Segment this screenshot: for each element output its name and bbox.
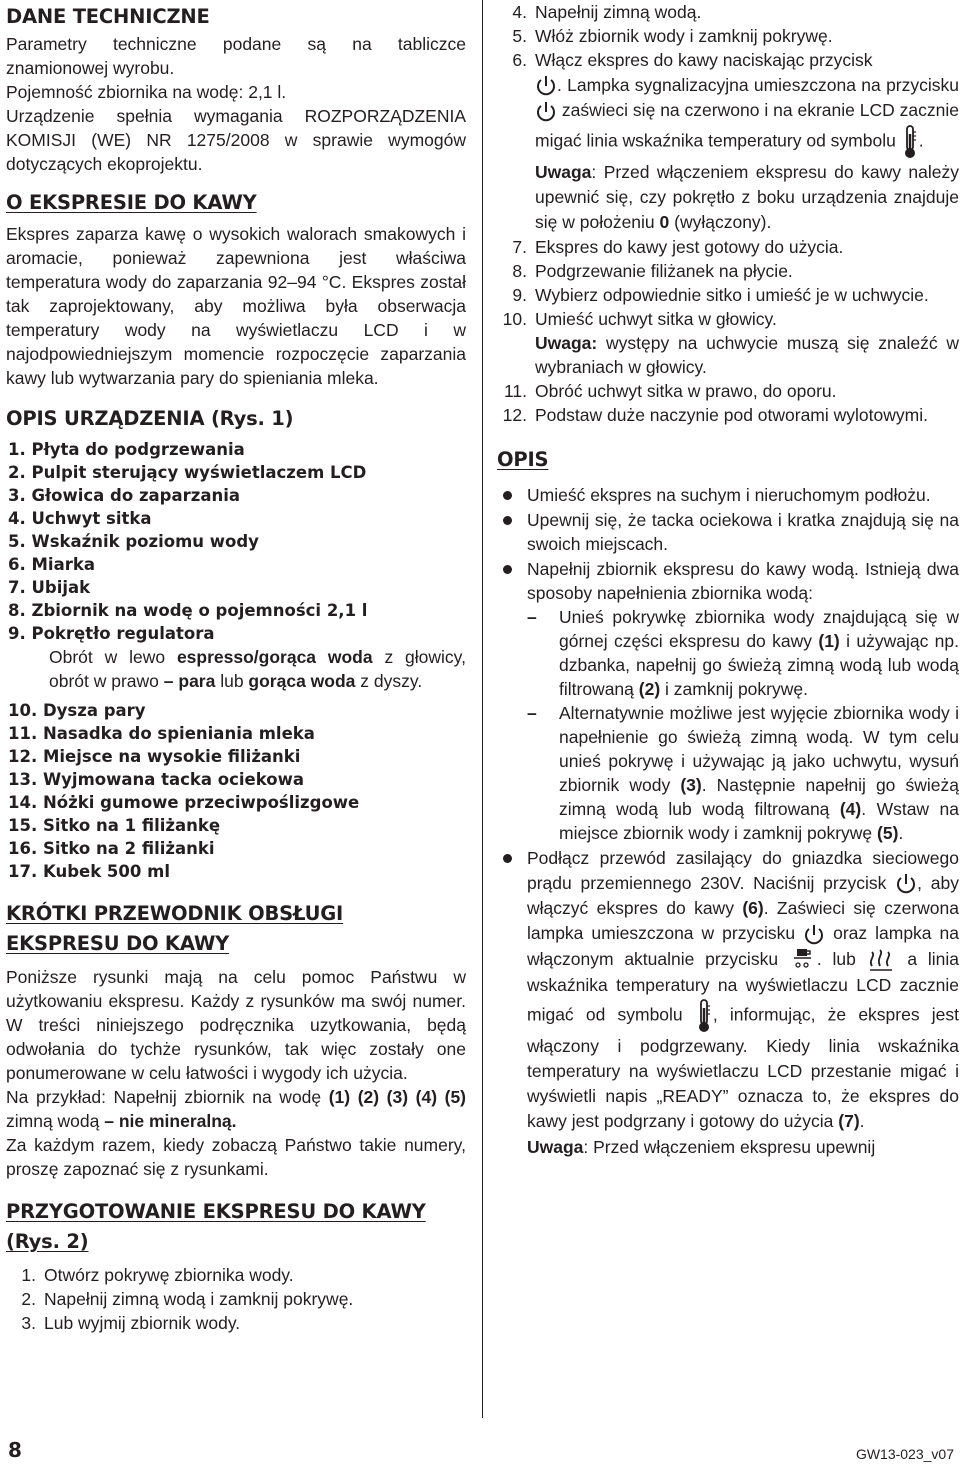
power-icon [535,100,557,124]
guide-heading-1: KRÓTKI PRZEWODNIK OBSŁUGI [6,902,344,925]
opis-note: Uwaga: Przed włączeniem ekspresu upewnij [527,1136,876,1157]
right-column [497,0,959,1159]
power-icon [535,74,557,98]
list-item: 1. Płyta do podgrzewania [8,440,245,459]
power-icon [895,872,917,896]
list-item: 10. Dysza pary [8,701,146,720]
about-heading: O EKSPRESIE DO KAWY [6,191,257,214]
guide-p2: Na przykład: Napełnij zbiornik na wodę (1) (2) (3) (4) (5) zimną wodą – nie mineralną. [6,1087,467,1131]
thermometer-icon [695,998,713,1034]
parts-heading: OPIS URZĄDZENIA (Rys. 1) [6,407,294,430]
list-item: 16. Sitko na 2 filiżanki [8,839,215,858]
list-item: Napełnij zbiornik ekspresu do kawy wodą. Istnieją dwa sposoby napełnienia zbiornika wodą: – Unieś pokrywkę zbiornika wody znajdującą się w górnej części ekspresu do kawy (1) i używając np. dzbanka, napełnij go świeżą zimną wodą lub wodą filtrowaną (2) i zamknij pokrywę. – Alternatywnie możliwe jest wyjęcie zbiornika wody i napełnienie go świeżą zimną wodą. W tym celu unieś pokrywę i używając ją jako uchwytu, wysuń zbiornik wody (3). Następnie napełnij go świeżą zimną wodą lub wodą filtrowaną (4). Wstaw na miejsce zbiornik wody i zamknij pokrywę (5). [497,557,959,845]
prep-heading-1: PRZYGOTOWANIE EKSPRESU DO KAWY [6,1200,426,1223]
list-item: 3. Lub wyjmij zbiornik wody. [21,1313,241,1333]
power-icon [803,923,825,947]
tech-p1: Parametry techniczne podane są na tabliczce znamionowej wyrobu. [6,34,466,78]
list-item: 14. Nóżki gumowe przeciwpoślizgowe [8,793,360,812]
list-item: 11. Nasadka do spieniania mleka [8,724,315,743]
list-item: Upewnij się, że tacka ociekowa i kratka znajdują się na swoich miejscach. [497,508,959,556]
page-number: 8 [8,1438,22,1462]
list-item: 12. Miejsce na wysokie filiżanki [8,747,301,766]
column-divider [482,0,483,1418]
list-item: 5. Włóż zbiornik wody i zamknij pokrywę. [512,26,833,46]
parts-list [6,438,466,693]
list-item: 7. Ubijak [8,578,91,597]
list-item: – Alternatywnie możliwe jest wyjęcie zbiornika wody i napełnienie go świeżą zimną wodą. W tym celu unieś pokrywę i używając ją jako uchwytu, wysuń zbiornik wody (3). Następnie napełnij go świeżą zimną wodą lub wodą filtrowaną (4). Wstaw na miejsce zbiornik wody i zamknij pokrywę (5). [527,702,959,843]
list-item: 9. Pokrętło regulatora [8,624,215,643]
about-p1: Ekspres zaparza kawę o wysokich walorach smakowych i aromacie, ponieważ zapewniona jest właściwa temperatura wody do zaparzania 92–94 °C. Ekspres został tak zaprojektowany, aby możliwa była obserwacja temperatury wody na wyświetlaczu LCD i w najodpowiedniejszym momencie rozpoczęcie zaparzania kawy lub wytwarzania pary do spieniania mleka. [6,224,466,388]
tech-heading: DANE TECHNICZNE [6,5,210,28]
list-item: Podłącz przewód zasilający do gniazdka sieciowego prądu przemiennego 230V. Naciśnij przycisk , aby włączyć ekspres do kawy (6). Zaświeci się czerwona lampka umieszczona w przycisku oraz lampka na włączonym aktualnie przycisku . lub a linia wskaźnika temperatury na wyświetlaczu LCD zacznie migać od symbolu , informując, że ekspres jest włączony i podgrzewany. Kiedy linia wskaźnika temperatury na wyświetlaczu LCD przestanie migać i wyświetli napis „READY” oznacza to, że ekspres do kawy jest podgrzany i gotowy do użycia (7). [497,846,959,1134]
list-item: 4. Uchwyt sitka [8,509,152,528]
list-item: 8. Zbiornik na wodę o pojemności 2,1 l [8,601,368,620]
note: Uwaga: występy na uchwycie muszą się znaleźć w wybraniach w głowicy. [535,332,959,377]
list-item: 10. Umieść uchwyt sitka w głowicy. [502,308,777,329]
list-item: 2. Napełnij zimną wodą i zamknij pokrywę. [21,1289,354,1309]
list-item: 1. Otwórz pokrywę zbiornika wody. [21,1265,294,1285]
list-item: 6. Włącz ekspres do kawy naciskając przycisk . Lampka sygnalizacyjna umieszczona na przycisku zaświeci się na czerwono i na ekranie LCD zacznie migać linia wskaźnika temperatury od symbolu . Uwaga: Przed włączeniem ekspresu do kawy należy upewnić się, czy pokrętło z boku urządzenia znajduje się w położeniu 0 (wyłączony). [512,50,959,232]
list-item: 9. Wybierz odpowiednie sitko i umieść je w uchwycie. [512,284,929,305]
prep-steps-continued [497,0,959,427]
opis-heading: OPIS [497,447,549,471]
guide-p1: Poniższe rysunki mają na celu pomoc Państwu w użytkowaniu ekspresu. Każdy z rysunków ma swój numer. W treści niniejszego podręcznika uzytkowania, będą odwołania do tychże rysunków, tak więc zostały one ponumerowane w celu łatwości i wygody ich użycia. [6,967,466,1083]
opis-list [497,483,959,1134]
prep-steps [6,1263,466,1335]
list-item: 17. Kubek 500 ml [8,862,170,881]
guide-heading-2: EKSPRESU DO KAWY [6,932,230,955]
left-column [6,0,466,1335]
list-item: 11. Obróć uchwyt sitka w prawo, do oporu. [503,380,837,401]
list-item: – Unieś pokrywkę zbiornika wody znajdującą się w górnej części ekspresu do kawy (1) i używając np. dzbanka, napełnij go świeżą zimną wodą lub wodą filtrowaną (2) i zamknij pokrywę. [527,606,960,699]
list-item: 4. Napełnij zimną wodą. [512,2,702,22]
list-item: 3. Głowica do zaparzania [8,486,241,505]
list-item: 7. Ekspres do kawy jest gotowy do użycia. [512,236,844,257]
tech-p2: Pojemność zbiornika na wodę: 2,1 l. [6,82,287,102]
prep-heading-2: (Rys. 2) [6,1230,89,1253]
guide-p3: Za każdym razem, kiedy zobaczą Państwo takie numery, proszę zapoznać się z rysunkami. [6,1135,466,1179]
list-item: 13. Wyjmowana tacka ociekowa [8,770,304,789]
document-code: GW13-023_v07 [855,1446,954,1462]
parts-list-2 [6,699,466,883]
list-item: Umieść ekspres na suchym i nieruchomym podłożu. [497,483,959,507]
regulator-description: Obrót w lewo espresso/gorąca woda z głowicy, obrót w prawo – para lub gorąca woda z dyszy. [49,647,466,691]
steam-icon [867,948,897,972]
list-item: 12. Podstaw duże naczynie pod otworami wylotowymi. [502,404,928,425]
list-item: 2. Pulpit sterujący wyświetlaczem LCD [8,463,367,482]
list-item: 6. Miarka [8,555,95,574]
list-item: 8. Podgrzewanie filiżanek na płycie. [512,260,793,281]
espresso-cups-icon [789,947,817,973]
list-item: 5. Wskaźnik poziomu wody [8,532,259,551]
tech-p3: Urządzenie spełnia wymagania ROZPORZĄDZENIA KOMISJI (WE) NR 1275/2008 w sprawie wymogów dotyczących ekoprojektu. [6,106,466,174]
thermometer-icon [901,124,919,160]
dash-list [527,605,959,845]
list-item: 15. Sitko na 1 filiżankę [8,816,221,835]
